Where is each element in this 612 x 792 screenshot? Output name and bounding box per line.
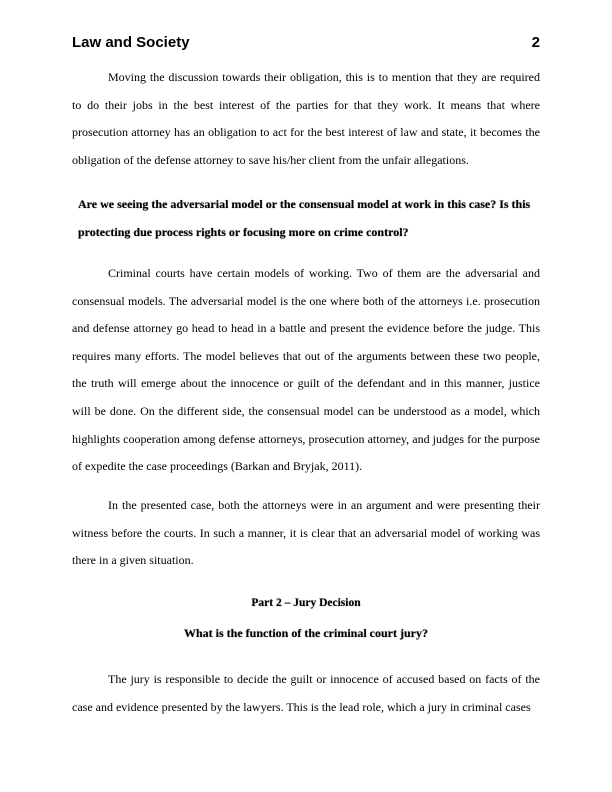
paragraph-text: Moving the discussion towards their obligation, this is to mention that they are required to do their jobs in the best interest of the parties for that they work. It means that where prosecution attorney has an obligation to act for the best interest of law and state, it becomes the obligation of the defense attorney to save his/her client from the unfair allegations. — [72, 70, 540, 167]
running-head-title: Law and Society — [72, 34, 190, 51]
paragraph-obligation — [72, 64, 540, 174]
question-heading-models: Are we seeing the adversarial model or the consensual model at work in this case? Is this protecting due process rights or focusing more on crime control? — [78, 197, 531, 239]
paragraph-text: Criminal courts have certain models of working. Two of them are the adversarial and consensual models. The adversarial model is the one where both of the attorneys i.e. prosecution and defense attorney go head to head in a battle and present the evidence before the judge. This requires many efforts. The model believes that out of the arguments between these two people, the truth will emerge about the innocence or guilt of the defendant and in this manner, justice will be done. On the different side, the consensual model can be understood as a model, which highlights cooperation among defense attorneys, prosecution attorney, and judges for the purpose of expedite the case proceedings (Barkan and Bryjak, 2011). — [72, 266, 540, 474]
page-header — [72, 34, 540, 56]
question-heading-jury: What is the function of the criminal court jury? — [184, 626, 428, 640]
paragraph-case — [72, 492, 540, 575]
paragraph-text: The jury is responsible to decide the guilt or innocence of accused based on facts of the case and evidence presented by the lawyers. This is the lead role, which a jury in criminal cases — [72, 672, 540, 714]
page-number: 2 — [531, 34, 540, 51]
paragraph-jury — [72, 666, 540, 721]
part-2-heading: Part 2 – Jury Decision — [251, 597, 361, 609]
paragraph-text: In the presented case, both the attorneys were in an argument and were presenting their witness before the courts. In such a manner, it is clear that an adversarial model of working was there in a given situation. — [72, 498, 540, 568]
paragraph-models — [72, 260, 540, 481]
